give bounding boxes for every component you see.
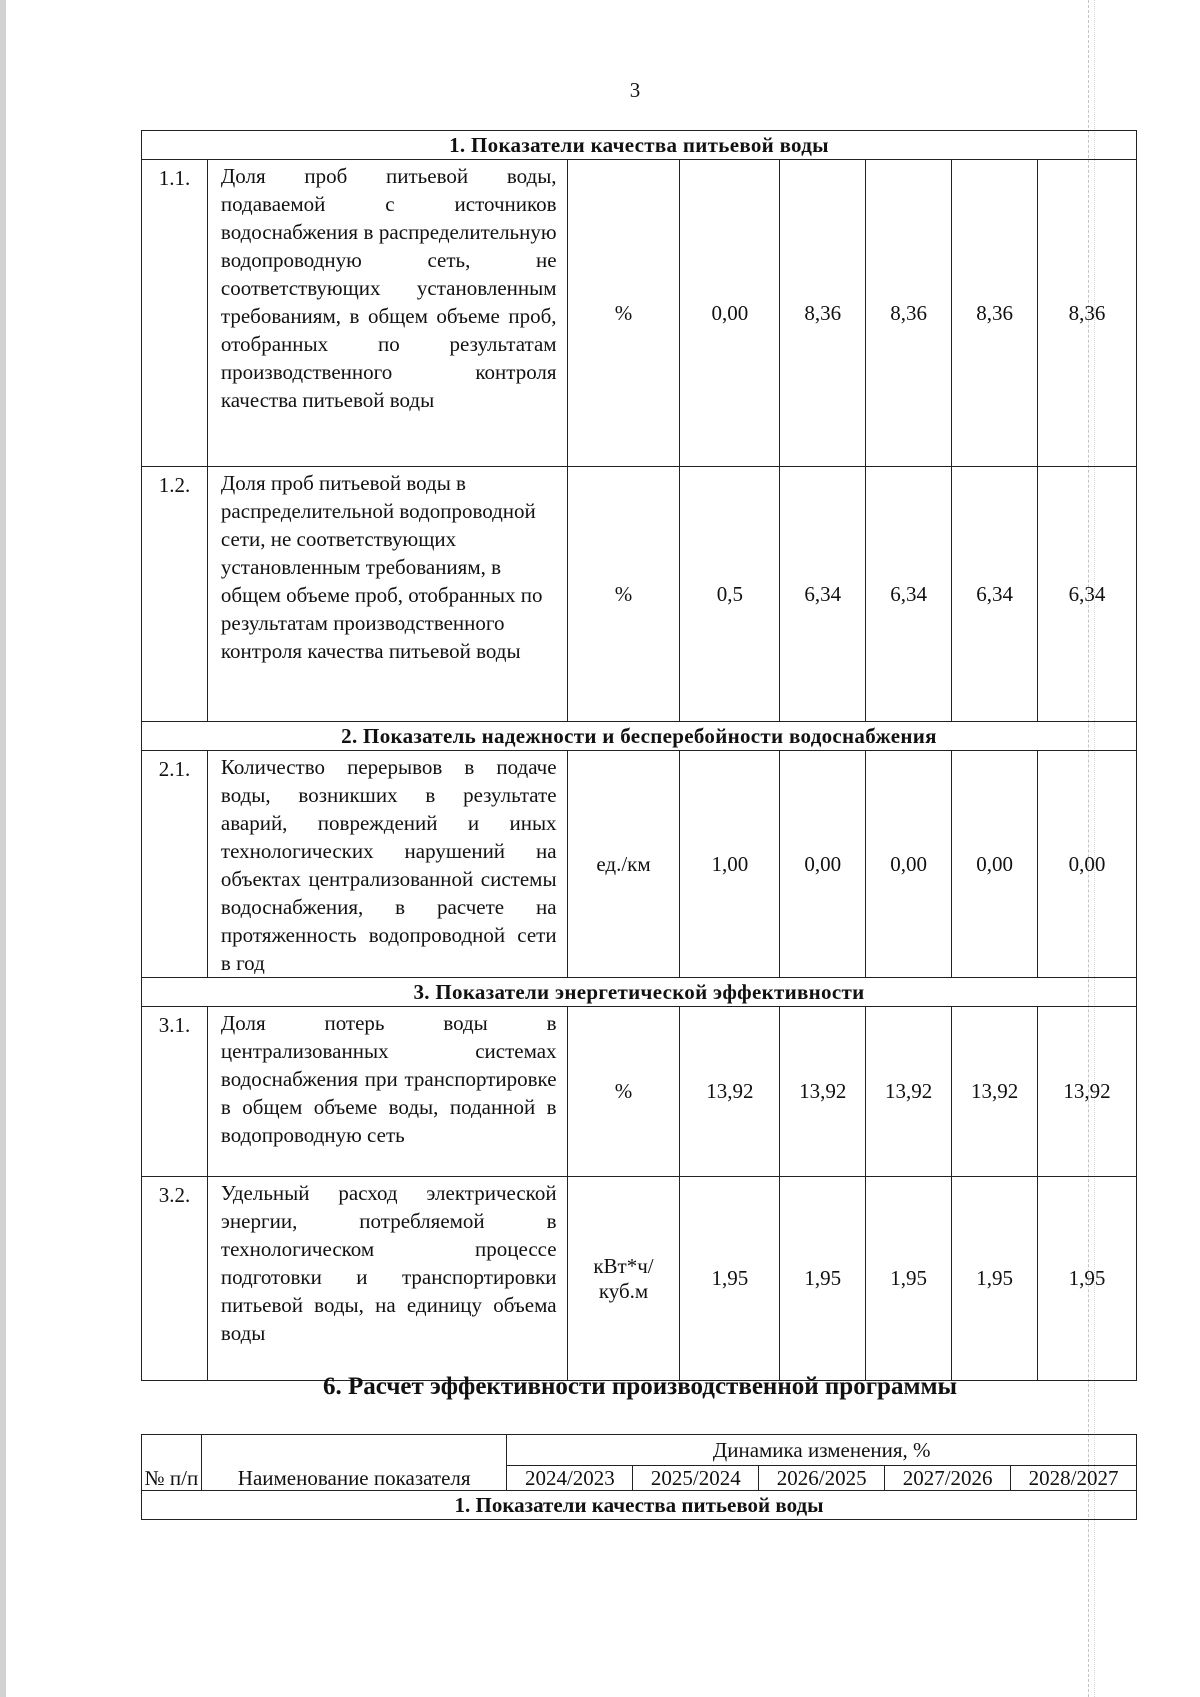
indicator-row — [142, 1007, 1137, 1177]
row-number: 1.2. — [142, 467, 208, 722]
efficiency-table — [141, 1434, 1137, 1520]
indicator-name: Удельный расход электрической энергии, потребляемой в технологическом процессе подготовки и транспортировки питьевой воды, на единицу объема воды — [207, 1177, 567, 1381]
value-cell: 0,00 — [680, 160, 780, 467]
column-header-dynamics: Динамика изменения, % — [507, 1435, 1137, 1466]
value-cell: 13,92 — [866, 1007, 952, 1177]
value-cell: 0,00 — [780, 751, 866, 978]
value-cell: 1,95 — [680, 1177, 780, 1381]
indicator-name: Доля проб питьевой воды, подаваемой с источников водоснабжения в распределительную водопроводную сеть, не соответствующих установленным требованиям, в общем объеме проб, отобранных по результатам производственного контроля качества питьевой воды — [207, 160, 567, 467]
column-header-year: 2025/2024 — [633, 1466, 759, 1491]
column-header-year: 2026/2025 — [759, 1466, 885, 1491]
value-cell: 1,95 — [952, 1177, 1038, 1381]
scan-left-edge — [0, 0, 6, 1697]
section-title: 1. Показатели качества питьевой воды — [142, 1491, 1137, 1520]
indicator-name: Количество перерывов в подаче воды, возникших в результате аварий, повреждений и иных технологических нарушений на объектах централизованной системы водоснабжения, в расчете на протяженность водопроводной сети в год — [207, 751, 567, 978]
section-header-row — [142, 722, 1137, 751]
unit-cell: ед./км — [567, 751, 680, 978]
value-cell: 0,5 — [680, 467, 780, 722]
section-header-row — [142, 978, 1137, 1007]
indicators-table — [141, 130, 1137, 1381]
indicator-name: Доля проб питьевой воды в распределительной водопроводной сети, не соответствующих установленным требованиям, в общем объеме проб, отобранных по результатам производственного контроля качества питьевой воды — [207, 467, 567, 722]
value-cell: 0,00 — [1038, 751, 1137, 978]
value-cell: 0,00 — [866, 751, 952, 978]
column-header-year: 2028/2027 — [1011, 1466, 1137, 1491]
row-number: 3.1. — [142, 1007, 208, 1177]
column-header-name: Наименование показателя — [201, 1435, 507, 1491]
row-number: 3.2. — [142, 1177, 208, 1381]
indicator-name: Доля потерь воды в централизованных системах водоснабжения при транспортировке в общем объеме воды, поданной в водопроводную сеть — [207, 1007, 567, 1177]
unit-cell: кВт*ч/ куб.м — [567, 1177, 680, 1381]
column-header-number: № п/п — [142, 1435, 202, 1491]
indicator-row — [142, 1177, 1137, 1381]
value-cell: 1,00 — [680, 751, 780, 978]
value-cell: 8,36 — [866, 160, 952, 467]
column-header-year: 2024/2023 — [507, 1466, 633, 1491]
indicator-row — [142, 160, 1137, 467]
value-cell: 8,36 — [1038, 160, 1137, 467]
value-cell: 8,36 — [952, 160, 1038, 467]
value-cell: 6,34 — [1038, 467, 1137, 722]
unit-cell: % — [567, 160, 680, 467]
column-header-year: 2027/2026 — [885, 1466, 1011, 1491]
section-title: 3. Показатели энергетической эффективности — [142, 978, 1137, 1007]
value-cell: 6,34 — [866, 467, 952, 722]
section-header-row — [142, 1491, 1137, 1520]
row-number: 2.1. — [142, 751, 208, 978]
page-number: 3 — [629, 78, 641, 102]
value-cell: 13,92 — [780, 1007, 866, 1177]
section-header-row — [142, 131, 1137, 160]
value-cell: 0,00 — [952, 751, 1038, 978]
section-title: 1. Показатели качества питьевой воды — [142, 131, 1137, 160]
section-title: 2. Показатель надежности и бесперебойности водоснабжения — [142, 722, 1137, 751]
unit-cell: % — [567, 467, 680, 722]
unit-cell: % — [567, 1007, 680, 1177]
value-cell: 1,95 — [780, 1177, 866, 1381]
section-heading: 6. Расчет эффективности производственной программы — [322, 1373, 958, 1400]
indicator-row — [142, 751, 1137, 978]
value-cell: 8,36 — [780, 160, 866, 467]
value-cell: 13,92 — [680, 1007, 780, 1177]
indicator-row — [142, 467, 1137, 722]
value-cell: 13,92 — [1038, 1007, 1137, 1177]
value-cell: 6,34 — [780, 467, 866, 722]
value-cell: 13,92 — [952, 1007, 1038, 1177]
row-number: 1.1. — [142, 160, 208, 467]
value-cell: 1,95 — [866, 1177, 952, 1381]
value-cell: 1,95 — [1038, 1177, 1137, 1381]
value-cell: 6,34 — [952, 467, 1038, 722]
table-header-row — [142, 1435, 1137, 1466]
